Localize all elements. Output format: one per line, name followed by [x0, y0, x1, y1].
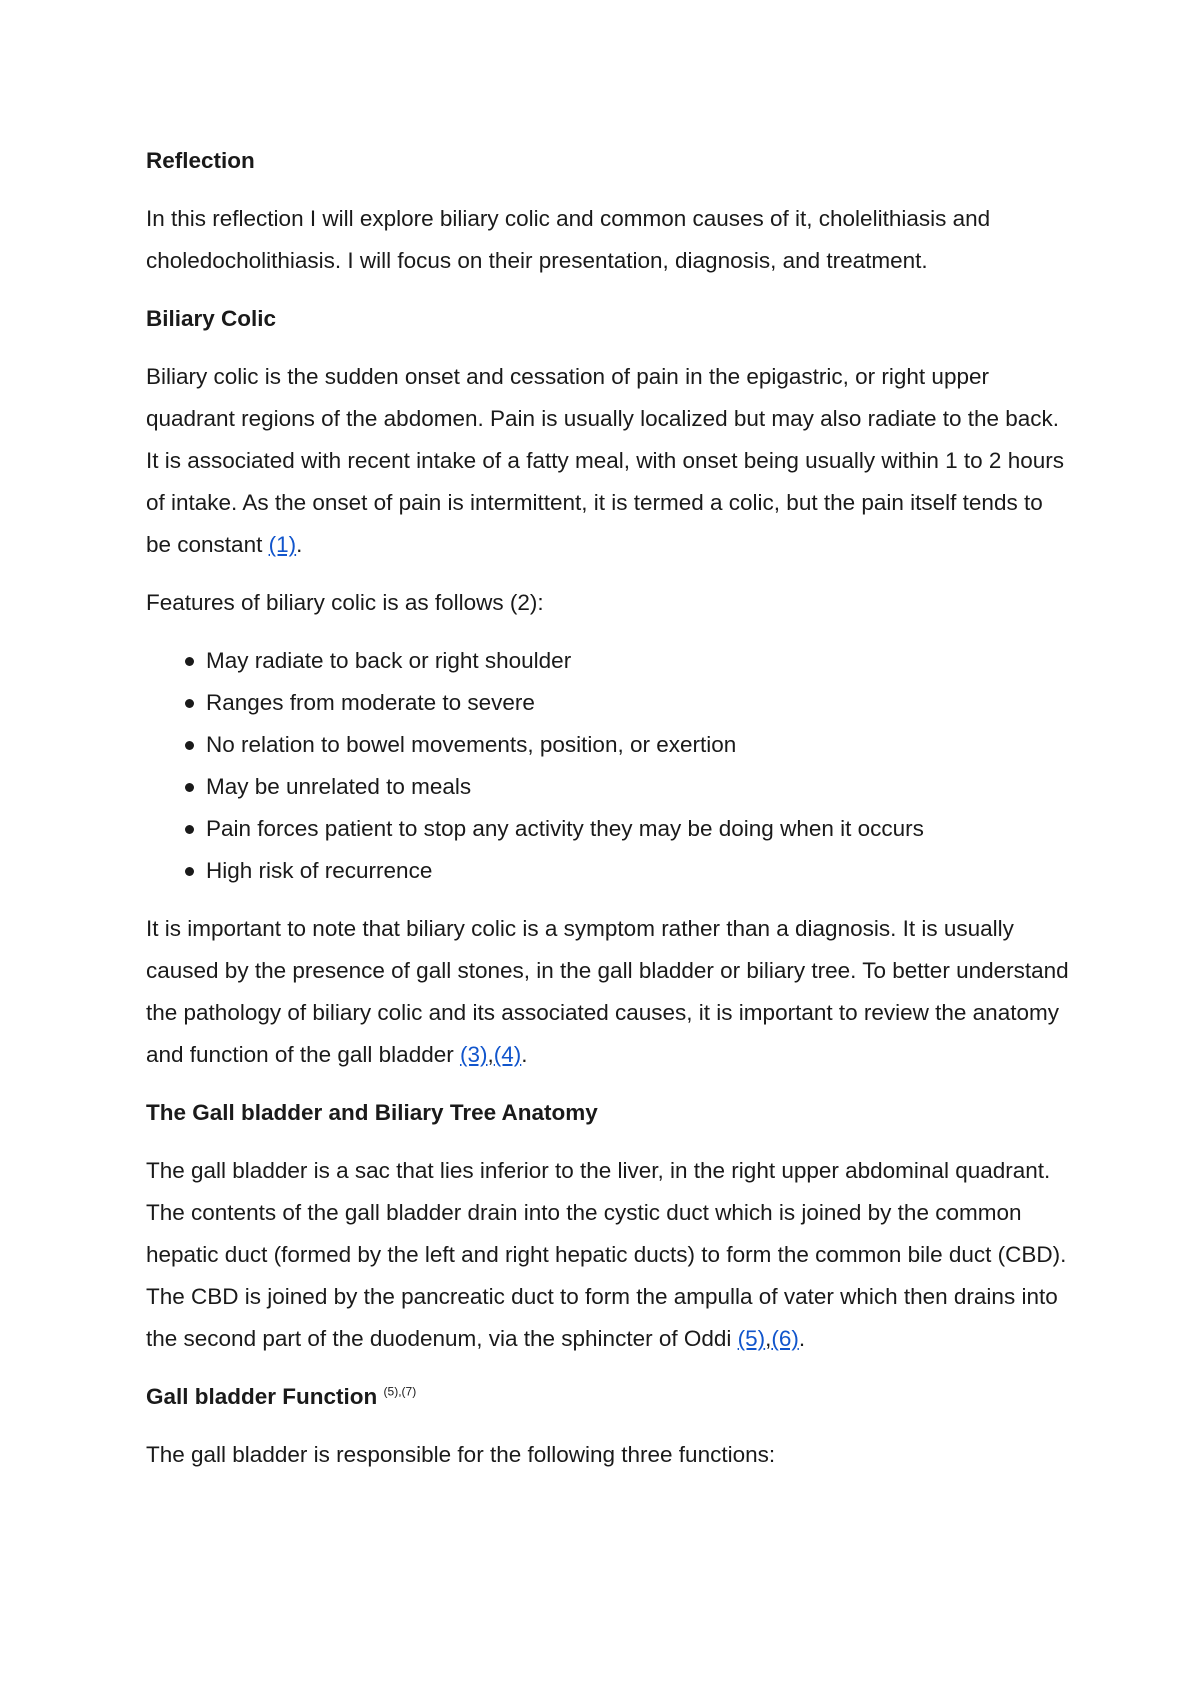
- paragraph-reflection-intro: In this reflection I will explore biliary colic and common causes of it, cholelithiasis and choledocholithiasis. I will focus on their presentation, diagnosis, and treatment.: [146, 206, 991, 273]
- features-list: [146, 640, 1070, 892]
- list-item: No relation to bowel movements, position, or exertion: [206, 724, 1070, 766]
- citation-separator: ,: [487, 1042, 494, 1067]
- paragraph-end: .: [798, 1326, 806, 1351]
- list-item: May radiate to back or right shoulder: [206, 640, 1070, 682]
- citation-separator: ,: [765, 1326, 772, 1351]
- heading-anatomy: The Gall bladder and Biliary Tree Anatomy: [146, 1100, 598, 1125]
- list-item: High risk of recurrence: [206, 850, 1070, 892]
- paragraph-symptom-note: [146, 908, 1070, 1076]
- paragraph-features-intro: Features of biliary colic is as follows (2):: [146, 590, 544, 615]
- paragraph-text: Biliary colic is the sudden onset and cessation of pain in the epigastric, or right upper quadrant regions of the abdomen. Pain is usually localized but may also radiate to the back. It is associated with recent intake of a fatty meal, with onset being usually within 1 to 2 hours of intake. As the onset of pain is intermittent, it is termed a colic, but the pain itself tends to be constant: [146, 364, 1064, 557]
- citation-link-4[interactable]: (4): [493, 1042, 522, 1067]
- paragraph-anatomy: [146, 1150, 1070, 1360]
- list-item: Ranges from moderate to severe: [206, 682, 1070, 724]
- list-item: May be unrelated to meals: [206, 766, 1070, 808]
- heading-function: [146, 1376, 1070, 1418]
- heading-text: Gall bladder Function: [146, 1384, 378, 1409]
- citation-link-3[interactable]: (3): [459, 1042, 488, 1067]
- list-item: Pain forces patient to stop any activity they may be doing when it occurs: [206, 808, 1070, 850]
- citation-link-5[interactable]: (5): [737, 1326, 766, 1351]
- paragraph-end: .: [296, 532, 303, 557]
- paragraph-biliary-colic-definition: [146, 356, 1070, 566]
- heading-superscript-citation: (5),(7): [383, 1384, 417, 1399]
- paragraph-end: .: [521, 1042, 528, 1067]
- paragraph-text: It is important to note that biliary colic is a symptom rather than a diagnosis. It is usually caused by the presence of gall stones, in the gall bladder or biliary tree. To better understand the pathology of biliary colic and its associated causes, it is important to review the anatomy and function of the gall bladder: [146, 916, 1069, 1067]
- citation-link-6[interactable]: (6): [771, 1326, 799, 1351]
- heading-reflection: Reflection: [146, 148, 255, 173]
- paragraph-function-intro: The gall bladder is responsible for the following three functions:: [146, 1442, 776, 1467]
- paragraph-text: The gall bladder is a sac that lies inferior to the liver, in the right upper abdominal quadrant. The contents of the gall bladder drain into the cystic duct which is joined by the common hepatic duct (formed by the left and right hepatic ducts) to form the common bile duct (CBD). The CBD is joined by the pancreatic duct to form the ampulla of vater which then drains into the second part of the duodenum, via the sphincter of Oddi: [146, 1158, 1067, 1351]
- heading-biliary-colic: Biliary Colic: [146, 306, 277, 331]
- citation-link-1[interactable]: (1): [268, 532, 297, 557]
